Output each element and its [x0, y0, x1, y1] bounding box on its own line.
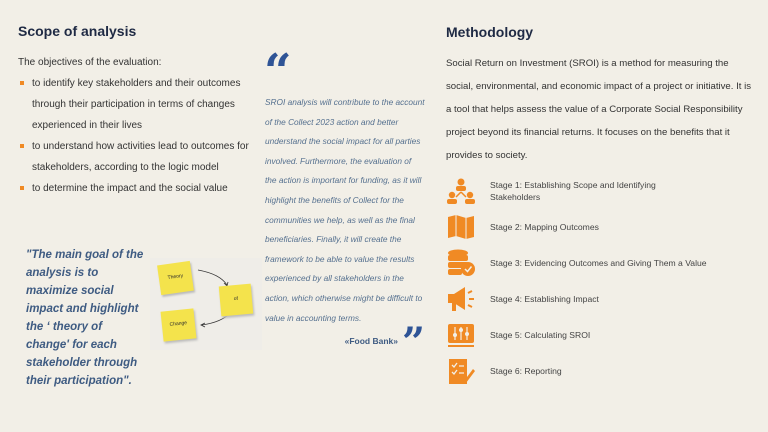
stage-label: Stage 4: Establishing Impact: [490, 294, 599, 304]
stage-label: Stage 2: Mapping Outcomes: [490, 222, 599, 232]
testimonial-text: SROI analysis will contribute to the account of the Collect 2023 action and better understand the social impact for all parties involved. Furthermore, the evaluation of the action is important for funding, as it will highlight the benefits of Collect for the communities we help, as well as the final beneficiaries. Finally, it will create the framework to be able to value the results experienced by all stakeholders in the action, which otherwise might be difficult to value in accounting terms.: [265, 97, 425, 323]
objectives: [18, 52, 258, 199]
theory-of-change-image: [150, 258, 262, 350]
report-icon: [446, 357, 476, 385]
scope-title: Scope of analysis: [18, 23, 137, 39]
testimonial: [265, 93, 425, 367]
sticky-note-change: Change: [161, 308, 197, 341]
stage-label: Stage 6: Reporting: [490, 366, 562, 376]
stage-2: [446, 213, 751, 241]
testimonial-source: «Food Bank»: [344, 336, 398, 347]
methodology-title: Methodology: [446, 24, 534, 40]
stage-label: Stage 1: Establishing Scope and Identifying Stakeholders: [490, 180, 656, 202]
stage-4: [446, 285, 751, 313]
megaphone-icon: [446, 285, 476, 313]
stakeholders-icon: [446, 177, 476, 205]
stages-list: [446, 177, 751, 385]
objectives-list: [18, 73, 258, 199]
stage-1: [446, 177, 751, 205]
sticky-note-theory: Theory: [157, 261, 194, 295]
stage-label: Stage 3: Evidencing Outcomes and Giving Them a Value: [490, 258, 707, 268]
objectives-intro: The objectives of the evaluation:: [18, 57, 162, 68]
sliders-icon: [446, 321, 476, 349]
map-icon: [446, 213, 476, 241]
methodology-text: Social Return on Investment (SROI) is a method for measuring the social, environmental, and economic impact of a project or initiative. It is a tool that helps assess the value of a Corporate Social Responsibility project beyond its financial returns. It focuses on the benefits that it provides to society.: [446, 58, 752, 161]
goal-quote: "The main goal of the analysis is to maximize social impact and highlight the ‘ theory of change' for each stakeholder through their participation".: [26, 249, 144, 387]
close-quote-icon: ”: [401, 319, 425, 367]
sticky-note-of: of: [219, 284, 253, 317]
stage-6: [446, 357, 751, 385]
objective-item: to identify key stakeholders and their outcomes through their participation in terms of changes experienced in their lives: [18, 73, 258, 136]
open-quote-icon: “: [264, 44, 292, 100]
testimonial-footer: [265, 319, 425, 367]
database-check-icon: [446, 249, 476, 277]
objective-item: to understand how activities lead to outcomes for stakeholders, according to the logic model: [18, 136, 258, 178]
stage-label: Stage 5: Calculating SROI: [490, 330, 591, 340]
methodology-column: [446, 52, 751, 385]
stage-5: [446, 321, 751, 349]
stage-3: [446, 249, 751, 277]
objective-item: to determine the impact and the social value: [18, 178, 258, 199]
